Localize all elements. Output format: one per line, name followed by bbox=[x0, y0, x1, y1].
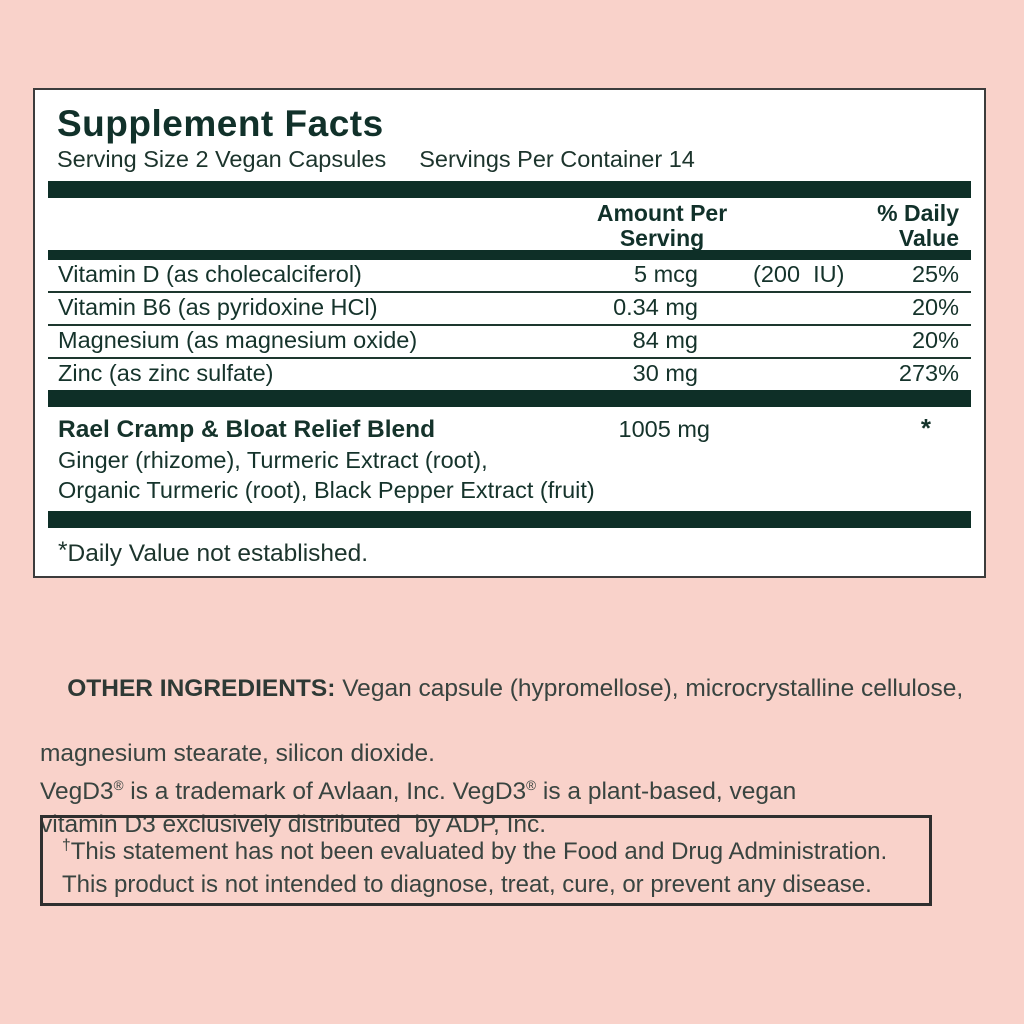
nutrient-daily-value: 20% bbox=[911, 327, 959, 353]
table-header-row bbox=[48, 198, 971, 250]
nutrient-table bbox=[48, 260, 971, 390]
divider-bar-thin bbox=[48, 250, 971, 260]
footnote-asterisk: * bbox=[58, 537, 68, 564]
blend-name: Rael Cramp & Bloat Relief Blend bbox=[58, 416, 436, 443]
blend-daily-value-asterisk: * bbox=[920, 413, 931, 443]
other-ingredients-line2: magnesium stearate, silicon dioxide. bbox=[40, 739, 435, 767]
nutrient-amount: 0.34 mg bbox=[613, 294, 698, 320]
nutrient-daily-value: 20% bbox=[911, 294, 959, 320]
supplement-facts-panel bbox=[33, 88, 986, 578]
servings-per-container: Servings Per Container 14 bbox=[419, 146, 695, 172]
fda-disclaimer-box bbox=[40, 815, 932, 906]
blend-header-row bbox=[48, 413, 971, 445]
trademark-line1: VegD3® is a trademark of Avlaan, Inc. VegD3® is a plant-based, vegan bbox=[40, 778, 797, 805]
nutrient-amount: 5 mcg bbox=[634, 261, 698, 287]
nutrient-daily-value: 25% bbox=[911, 261, 959, 287]
nutrient-amount-iu: (200 IU) bbox=[753, 261, 845, 287]
other-ingredients-line1 bbox=[40, 640, 980, 738]
nutrient-name: Zinc (as zinc sulfate) bbox=[58, 360, 274, 386]
nutrient-amount: 84 mg bbox=[632, 327, 698, 353]
proprietary-blend-section bbox=[48, 407, 971, 511]
blend-ingredients-line: Ginger (rhizome), Turmeric Extract (root), bbox=[58, 447, 488, 473]
daily-value-footnote bbox=[48, 528, 971, 568]
nutrient-daily-value: 273% bbox=[898, 360, 959, 386]
column-header-daily-value: % Daily Value bbox=[877, 200, 959, 251]
dagger-symbol: † bbox=[62, 837, 71, 854]
divider-bar-thick bbox=[48, 390, 971, 407]
column-header-amount: Amount Per Serving bbox=[596, 200, 728, 251]
nutrient-name: Magnesium (as magnesium oxide) bbox=[58, 327, 418, 353]
table-row bbox=[48, 324, 971, 357]
serving-size: Serving Size 2 Vegan Capsules bbox=[57, 146, 387, 172]
table-row bbox=[48, 291, 971, 324]
divider-bar-thick bbox=[48, 511, 971, 528]
disclaimer-text1: This statement has not been evaluated by the Food and Drug Administration. bbox=[70, 838, 888, 865]
blend-ingredients bbox=[48, 445, 971, 505]
footnote-text: Daily Value not established. bbox=[67, 540, 369, 567]
trademark-line2: vitamin D3 exclusively distributed by ADP, Inc. bbox=[40, 810, 547, 838]
other-ingredients-label: OTHER INGREDIENTS: bbox=[67, 674, 336, 702]
supplement-facts-title: Supplement Facts bbox=[57, 103, 384, 144]
nutrient-name: Vitamin D (as cholecalciferol) bbox=[58, 261, 362, 287]
nutrient-name: Vitamin B6 (as pyridoxine HCl) bbox=[58, 294, 378, 320]
divider-bar-thick bbox=[48, 181, 971, 198]
blend-ingredients-line: Organic Turmeric (root), Black Pepper Extract (fruit) bbox=[58, 477, 595, 503]
disclaimer-line1 bbox=[62, 829, 910, 868]
disclaimer-line2: This product is not intended to diagnose, treat, cure, or prevent any disease. bbox=[62, 871, 872, 898]
blend-amount: 1005 mg bbox=[618, 416, 710, 442]
nutrient-amount: 30 mg bbox=[632, 360, 698, 386]
serving-info bbox=[57, 145, 971, 174]
other-ingredients-text: Vegan capsule (hypromellose), microcrystalline cellulose, bbox=[335, 674, 964, 702]
table-row bbox=[48, 357, 971, 390]
table-row bbox=[48, 260, 971, 291]
other-ingredients-section bbox=[40, 640, 980, 841]
